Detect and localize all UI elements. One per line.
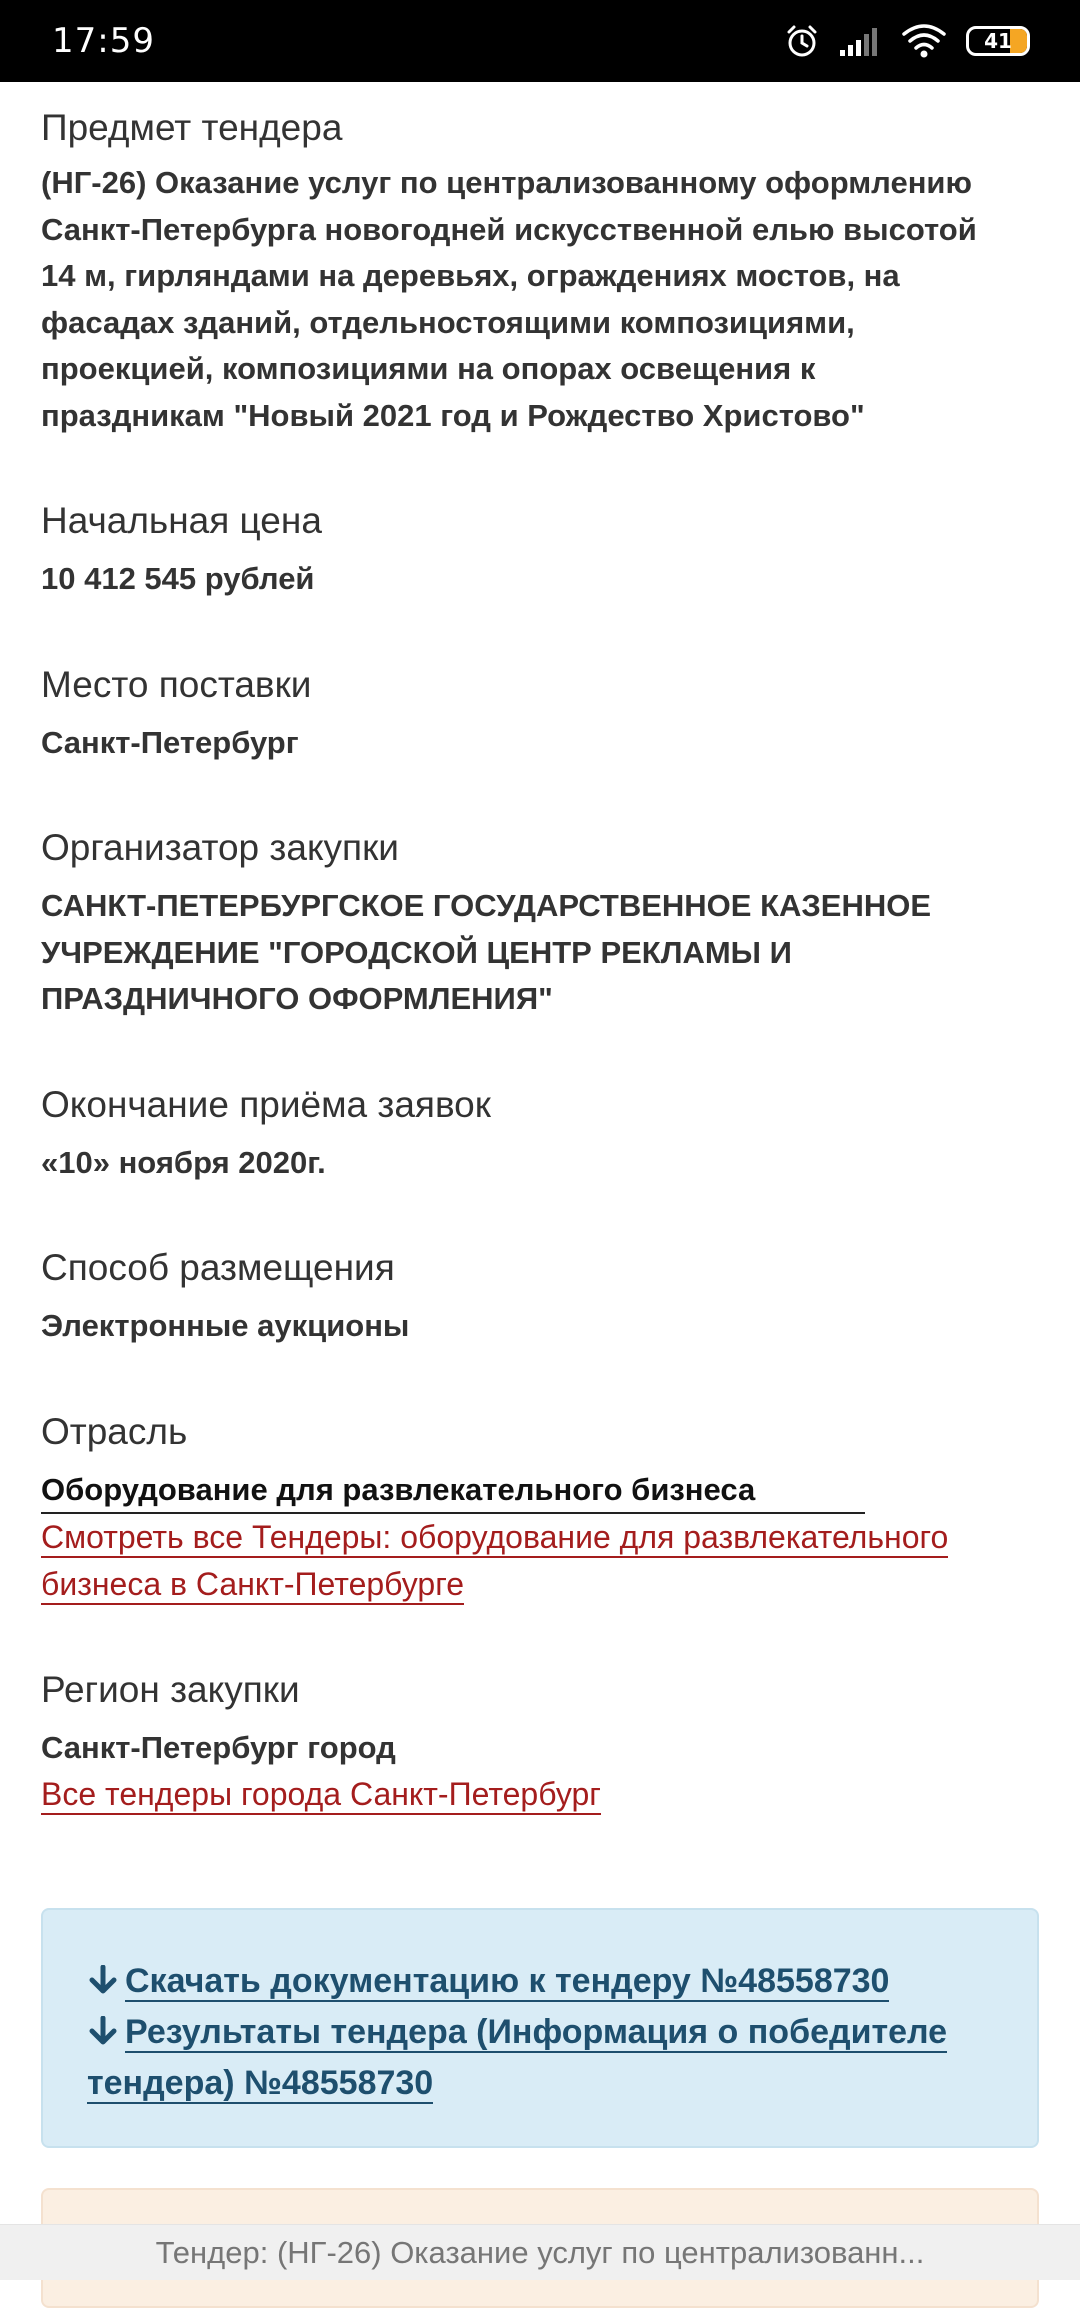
documents-box: [41, 1908, 1039, 2148]
status-icons: [784, 23, 1030, 59]
tender-results-label-cont[interactable]: тендера) №48558730: [87, 2064, 434, 2102]
field-method: [41, 1245, 1041, 1350]
status-time: 17:59: [52, 21, 155, 61]
industry-value: Оборудование для развлекательного бизнеса: [41, 1468, 865, 1514]
battery-icon: [966, 26, 1030, 56]
field-label: Предмет тендера: [41, 107, 343, 148]
field-value: 10 412 545 рублей: [41, 561, 315, 596]
field-value: [41, 160, 1041, 439]
battery-percent: 41: [984, 29, 1012, 53]
subject-line: праздникам "Новый 2021 год и Рождество Христово": [41, 397, 865, 433]
tender-results-link-cont[interactable]: [87, 2058, 995, 2109]
field-value: Электронные аукционы: [41, 1308, 410, 1343]
field-label: Окончание приёма заявок: [41, 1083, 491, 1125]
industry-tenders-link[interactable]: [41, 1514, 1041, 1608]
field-industry: [41, 1409, 1041, 1608]
organizer-line: САНКТ-ПЕТЕРБУРГСКОЕ ГОСУДАРСТВЕННОЕ КАЗЕННОЕ: [41, 888, 932, 923]
subject-line: фасадах зданий, отдельностоящими композициями,: [41, 304, 855, 340]
field-label: Организатор закупки: [41, 827, 399, 868]
field-value: Санкт-Петербург: [41, 724, 299, 760]
download-docs-label[interactable]: Скачать документацию к тендеру №48558730: [125, 1962, 890, 2000]
status-bar: [0, 0, 1080, 82]
field-label: Способ размещения: [41, 1247, 395, 1288]
subject-line: проекцией, композициями на опорах освещения к: [41, 351, 816, 386]
region-tenders-link[interactable]: [41, 1771, 1041, 1818]
link-line[interactable]: Смотреть все Тендеры: оборудование для развлекательного: [41, 1519, 948, 1558]
tender-details: [41, 82, 1041, 1818]
tender-results-link[interactable]: [87, 2007, 995, 2058]
field-region: [41, 1667, 1041, 1819]
link-line[interactable]: бизнеса в Санкт-Петербурге: [41, 1566, 464, 1605]
field-price: [41, 498, 1041, 603]
organizer-line: ПРАЗДНИЧНОГО ОФОРМЛЕНИЯ": [41, 981, 553, 1016]
page-title-bar: Тендер: (НГ-26) Оказание услуг по централизованн...: [0, 2224, 1080, 2280]
field-value: [41, 1467, 1041, 1514]
signal-icon: [840, 26, 882, 56]
field-label: Регион закупки: [41, 1668, 300, 1710]
arrow-down-icon: [87, 1965, 119, 1995]
field-delivery: [41, 662, 1041, 767]
field-value: «10» ноября 2020г.: [41, 1144, 326, 1180]
tender-results-label[interactable]: Результаты тендера (Информация о победителе: [125, 2013, 948, 2051]
wifi-icon: [902, 24, 946, 58]
alarm-icon: [784, 23, 820, 59]
field-organizer: [41, 825, 1041, 1023]
subject-line: Санкт-Петербурга новогодней искусственной елью высотой: [41, 211, 977, 247]
download-docs-link[interactable]: [87, 1956, 995, 2007]
organizer-line: УЧРЕЖДЕНИЕ "ГОРОДСКОЙ ЦЕНТР РЕКЛАМЫ И: [41, 934, 792, 970]
field-value: Санкт-Петербург город: [41, 1729, 396, 1765]
field-value: [41, 883, 1041, 1023]
subject-line: 14 м, гирляндами на деревьях, ограждениях мостов, на: [41, 258, 900, 293]
link-text[interactable]: Все тендеры города Санкт-Петербург: [41, 1776, 601, 1815]
arrow-down-icon: [87, 2016, 119, 2046]
field-label: Начальная цена: [41, 500, 322, 541]
field-label: Отрасль: [41, 1410, 188, 1452]
subject-line: (НГ-26) Оказание услуг по централизованному оформлению: [41, 165, 972, 200]
battery-level: [1010, 29, 1027, 53]
field-label: Место поставки: [41, 663, 312, 705]
field-subject: [41, 82, 1041, 439]
field-deadline: [41, 1082, 1041, 1187]
